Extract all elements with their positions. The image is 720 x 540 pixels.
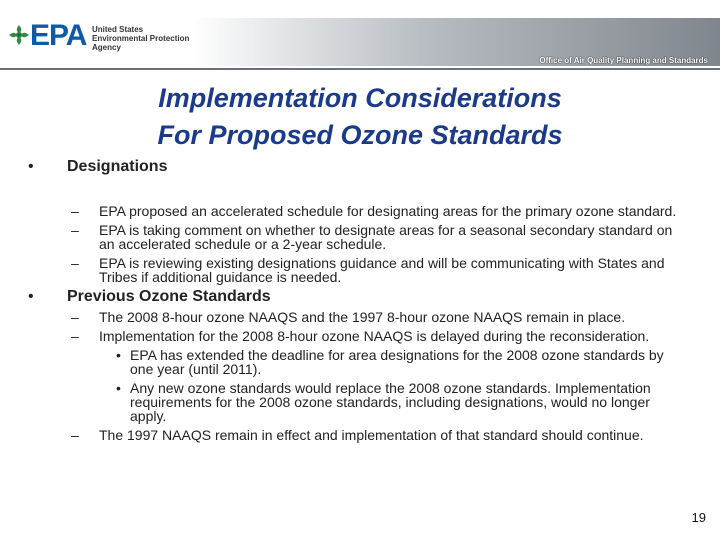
section-heading-text: Previous Ozone Standards bbox=[67, 288, 271, 305]
agency-line: Agency bbox=[92, 43, 121, 52]
slide-title bbox=[0, 80, 720, 154]
dash-marker: – bbox=[71, 309, 79, 325]
sub-list-item bbox=[28, 381, 688, 423]
header-banner bbox=[0, 0, 720, 70]
section-heading bbox=[28, 158, 688, 176]
epa-flower-icon bbox=[7, 24, 31, 46]
slide-content bbox=[28, 158, 688, 442]
section-heading-text: Designations bbox=[67, 158, 168, 175]
agency-name bbox=[92, 25, 189, 52]
sub-list-item bbox=[28, 348, 688, 376]
dash-marker: – bbox=[71, 222, 79, 238]
dash-marker: – bbox=[71, 328, 79, 344]
title-line: Implementation Considerations bbox=[158, 83, 562, 113]
sub-list-item-text: Any new ozone standards would replace the 2008 ozone standards. Implementation requirements for the 2008 ozone standards, including designations, would no longer apply. bbox=[130, 380, 651, 424]
bullet: • bbox=[116, 380, 121, 396]
dash-marker: – bbox=[71, 255, 79, 271]
list-item bbox=[28, 256, 688, 284]
agency-line: United States bbox=[92, 25, 144, 34]
list-item-text: EPA proposed an accelerated schedule for designating areas for the primary ozone standard. bbox=[99, 203, 677, 219]
title-line: For Proposed Ozone Standards bbox=[157, 120, 563, 150]
page-number: 19 bbox=[691, 510, 706, 525]
list-item bbox=[28, 204, 688, 218]
list-item bbox=[28, 310, 688, 324]
list-item-text: The 1997 NAAQS remain in effect and implementation of that standard should continue. bbox=[99, 427, 644, 443]
list-item-text: The 2008 8-hour ozone NAAQS and the 1997 8-hour ozone NAAQS remain in place. bbox=[99, 309, 626, 325]
bullet: • bbox=[116, 347, 121, 363]
list-item-text: EPA is reviewing existing designations guidance and will be communicating with States and Tribes if additional guidance is needed. bbox=[99, 255, 665, 285]
dash-marker: – bbox=[71, 427, 79, 443]
bullet: • bbox=[28, 288, 34, 305]
list-item bbox=[28, 223, 688, 251]
office-name: Office of Air Quality Planning and Standards bbox=[539, 56, 708, 65]
list-item bbox=[28, 428, 688, 442]
epa-logo: EPA bbox=[30, 19, 87, 52]
list-item-text: Implementation for the 2008 8-hour ozone NAAQS is delayed during the reconsideration. bbox=[99, 328, 650, 344]
list-item-text: EPA is taking comment on whether to designate areas for a seasonal secondary standard on an accelerated schedule or a 2-year schedule. bbox=[99, 222, 673, 252]
sub-list-item-text: EPA has extended the deadline for area designations for the 2008 ozone standards by one year (until 2011). bbox=[130, 347, 664, 377]
list-item bbox=[28, 329, 688, 343]
agency-line: Environmental Protection bbox=[92, 34, 190, 43]
bullet: • bbox=[28, 158, 34, 175]
section-heading bbox=[28, 288, 688, 306]
dash-marker: – bbox=[71, 203, 79, 219]
header-divider bbox=[0, 68, 720, 70]
